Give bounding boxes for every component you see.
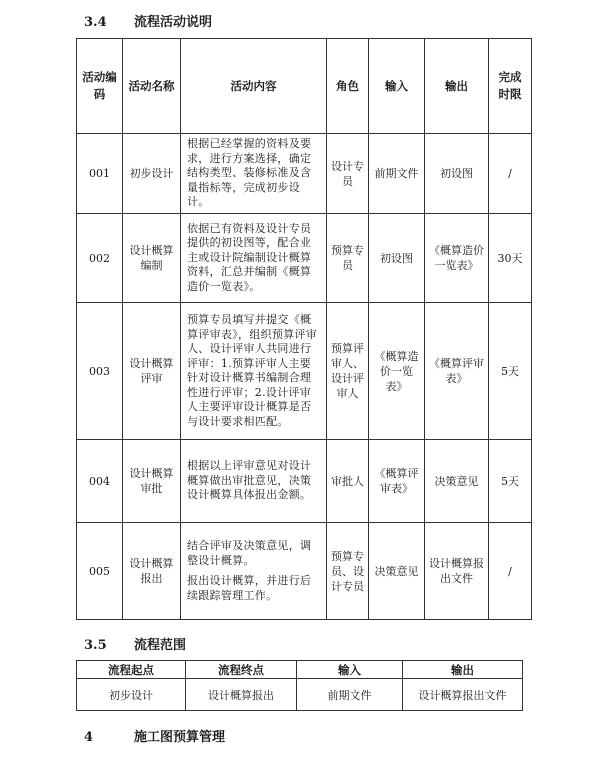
scope-header-start: 流程起点 <box>77 661 186 679</box>
table-header-row <box>77 39 532 134</box>
scope-row <box>77 679 523 711</box>
scope-input: 前期文件 <box>297 679 403 711</box>
activity-content: 结合评审及决策意见，调整设计概算。 报出设计概算，并进行后续跟踪管理工作。 <box>181 523 327 620</box>
header-output: 输出 <box>425 39 489 134</box>
activity-input: 《概算评审表》 <box>369 440 425 523</box>
activity-input: 前期文件 <box>369 134 425 214</box>
activity-output: 《概算评审表》 <box>425 303 489 440</box>
activity-name: 设计概算评审 <box>123 303 181 440</box>
activity-code: 005 <box>77 523 123 620</box>
table-row <box>77 214 532 303</box>
activity-time-limit: / <box>489 134 532 214</box>
activity-time-limit: 5天 <box>489 303 532 440</box>
header-name: 活动名称 <box>123 39 181 134</box>
section-number: 3.4 <box>84 15 107 30</box>
activity-content: 预算专员填写并提交《概算评审表》，组织预算评审人、设计评审人共同进行评审：1.预算评审人主要针对设计概算书编制合理性进行评审；2.设计评审人主要评审设计概算是否与设计要求相匹配。 <box>181 303 327 440</box>
table-row <box>77 440 532 523</box>
activity-content: 根据已经掌握的资料及要求，进行方案选择，确定结构类型、装修标准及含量指标等，完成初步设计。 <box>181 134 327 214</box>
activity-time-limit: 30天 <box>489 214 532 303</box>
activity-time-limit: 5天 <box>489 440 532 523</box>
table-row <box>77 523 532 620</box>
scope-end: 设计概算报出 <box>186 679 297 711</box>
table-row <box>77 303 532 440</box>
header-input: 输入 <box>369 39 425 134</box>
scope-header-output: 输出 <box>403 661 523 679</box>
activity-input: 《概算造价一览表》 <box>369 303 425 440</box>
header-code: 活动编码 <box>77 39 123 134</box>
activity-time-limit: / <box>489 523 532 620</box>
section-heading-3-4 <box>84 11 212 30</box>
activity-role: 设计专员 <box>327 134 369 214</box>
section-heading-3-5 <box>84 634 186 653</box>
section-heading-4 <box>84 726 225 745</box>
activity-code: 004 <box>77 440 123 523</box>
activity-code: 001 <box>77 134 123 214</box>
section-title: 流程活动说明 <box>134 15 213 30</box>
scope-start: 初步设计 <box>77 679 186 711</box>
activity-content: 根据以上评审意见对设计概算做出审批意见，决策设计概算具体报出金额。 <box>181 440 327 523</box>
section-number: 4 <box>84 730 94 745</box>
activity-name: 设计概算编制 <box>123 214 181 303</box>
activity-role: 预算专员、设计专员 <box>327 523 369 620</box>
activity-content: 依据已有资料及设计专员提供的初设图等，配合业主或设计院编制设计概算资料，汇总并编制《概算造价一览表》。 <box>181 214 327 303</box>
scope-table <box>76 660 523 711</box>
section-title: 施工图预算管理 <box>134 730 226 745</box>
table-row <box>77 134 532 214</box>
scope-header-row <box>77 661 523 679</box>
section-number: 3.5 <box>84 638 107 653</box>
activity-input: 决策意见 <box>369 523 425 620</box>
activity-name: 设计概算审批 <box>123 440 181 523</box>
scope-header-end: 流程终点 <box>186 661 297 679</box>
activity-code: 003 <box>77 303 123 440</box>
activity-role: 预算评审人、设计评审人 <box>327 303 369 440</box>
activity-role: 预算专员 <box>327 214 369 303</box>
activity-name: 设计概算报出 <box>123 523 181 620</box>
activity-output: 设计概算报出文件 <box>425 523 489 620</box>
activity-code: 002 <box>77 214 123 303</box>
section-title: 流程范围 <box>134 638 187 653</box>
activity-table <box>76 38 532 620</box>
header-content: 活动内容 <box>181 39 327 134</box>
header-time-limit: 完成时限 <box>489 39 532 134</box>
header-role: 角色 <box>327 39 369 134</box>
scope-output: 设计概算报出文件 <box>403 679 523 711</box>
activity-output: 《概算造价一览表》 <box>425 214 489 303</box>
activity-output: 决策意见 <box>425 440 489 523</box>
activity-name: 初步设计 <box>123 134 181 214</box>
scope-header-input: 输入 <box>297 661 403 679</box>
activity-input: 初设图 <box>369 214 425 303</box>
activity-role: 审批人 <box>327 440 369 523</box>
activity-output: 初设图 <box>425 134 489 214</box>
